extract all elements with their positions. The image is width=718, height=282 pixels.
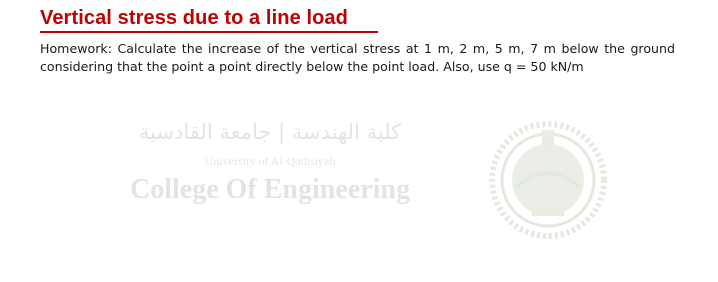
title-underline xyxy=(40,31,378,33)
page-title: Vertical stress due to a line load xyxy=(40,7,348,29)
watermark-university-line: University of Al-Qadisiyah xyxy=(204,154,336,168)
homework-paragraph: Homework: Calculate the increase of the vertical stress at 1 m, 2 m, 5 m, 7 m below the ground considering that the point a point directly below the point load. Also, use q = 50 kN/m xyxy=(40,41,675,74)
college-watermark xyxy=(90,118,450,206)
university-seal-icon xyxy=(486,118,610,242)
watermark-arabic-line: كلية الهندسة | جامعة القادسية xyxy=(138,120,402,144)
watermark-college-line: College Of Engineering xyxy=(130,174,410,205)
